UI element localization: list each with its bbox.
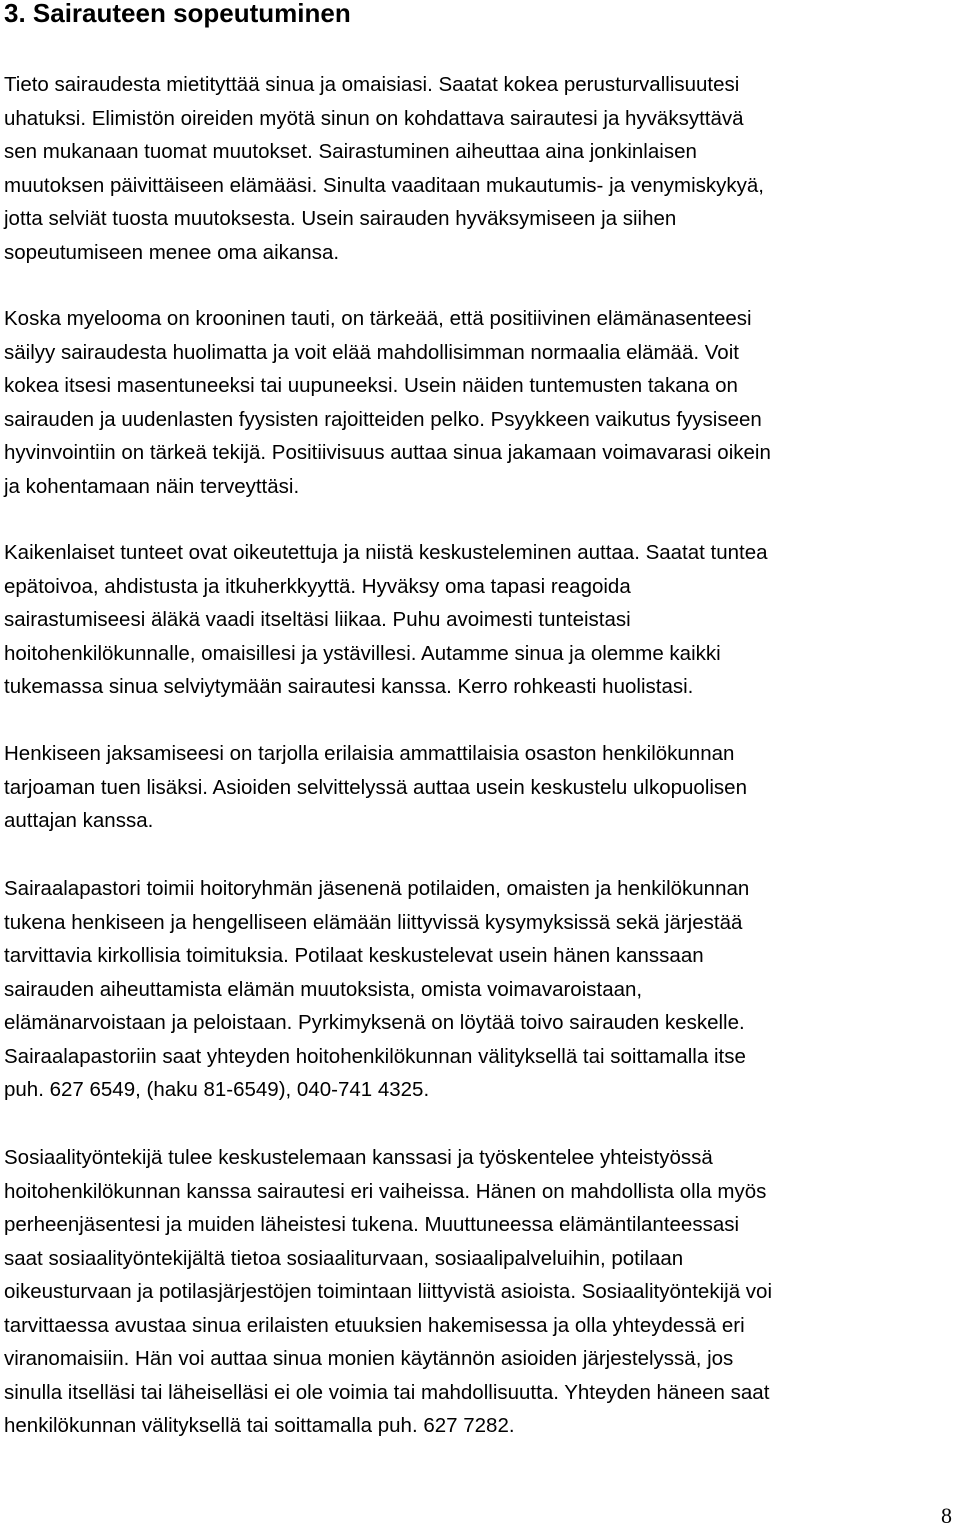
text-line: Sosiaalityöntekijä tulee keskustelemaan kanssasi ja työskentelee yhteistyössä (4, 1146, 713, 1169)
text-line: tarvittaessa avustaa sinua erilaisten etuuksien hakemisessa ja olla yhteydessä eri (4, 1313, 745, 1337)
text-line: sinulla itselläsi tai läheiselläsi ei ole voimia tai mahdollisuutta. Yhteyden häneen saat (4, 1380, 770, 1404)
text-line: sairauden aiheuttamista elämän muutoksista, omista voimavaroistaan, (4, 977, 643, 1001)
text-line: henkilökunnan välityksellä tai soittamalla puh. 627 7282. (4, 1414, 515, 1437)
text-line: Koska myelooma on krooninen tauti, on tärkeää, että positiivinen elämänasenteesi (4, 307, 752, 330)
text-line: tukena henkiseen ja hengelliseen elämään liittyvissä kysymyksissä sekä järjestää (4, 910, 743, 934)
text-line: sen mukanaan tuomat muutokset. Sairastuminen aiheuttaa aina jonkinlaisen (4, 140, 697, 163)
text-line: hyvinvointiin on tärkeä tekijä. Positiivisuus auttaa sinua jakamaan voimavarasi oikein (4, 441, 771, 464)
text-line: tarvittavia kirkollisia toimituksia. Potilaat keskustelevat usein hänen kanssaan (4, 944, 704, 967)
paragraph-myeloma (4, 302, 960, 503)
text-line: jotta selviät tuosta muutoksesta. Usein sairauden hyväksymiseen ja siihen (4, 207, 677, 230)
text-line: Kaikenlaiset tunteet ovat oikeutettuja ja niistä keskusteleminen auttaa. Saatat tuntea (4, 541, 768, 564)
text-line: viranomaisiin. Hän voi auttaa sinua monien käytännön asioiden järjestelyssä, jos (4, 1347, 734, 1370)
text-line: Tieto sairaudesta mietityttää sinua ja omaisiasi. Saatat kokea perusturvallisuutesi (4, 73, 740, 96)
text-line: epätoivoa, ahdistusta ja itkuherkkyyttä. Hyväksy oma tapasi reagoida (4, 574, 631, 598)
page-number: 8 (941, 1503, 952, 1528)
text-line: sairauden ja uudenlasten fyysisten rajoitteiden pelko. Psyykkeen vaikutus fyysiseen (4, 407, 762, 431)
paragraph-feelings (4, 536, 960, 704)
text-line: kokea itsesi masentuneeksi tai uupuneeksi. Usein näiden tuntemusten takana on (4, 374, 738, 397)
text-line: oikeusturvaan ja potilasjärjestöjen toimintaan liittyvistä asioista. Sosiaalityöntekijä voi (4, 1280, 772, 1303)
paragraph-support (4, 737, 960, 838)
text-line: muutoksen päivittäiseen elämääsi. Sinulta vaaditaan mukautumis- ja venymiskykyä, (4, 173, 765, 197)
text-line: tarjoaman tuen lisäksi. Asioiden selvittelyssä auttaa usein keskustelu ulkopuolisen (4, 775, 747, 799)
text-line: perheenjäsentesi ja muiden läheistesi tukena. Muuttuneessa elämäntilanteessasi (4, 1213, 740, 1236)
text-line: Sairaalapastoriin saat yhteyden hoitohenkilökunnan välityksellä tai soittamalla itse (4, 1044, 746, 1068)
text-line: Sairaalapastori toimii hoitoryhmän jäsenenä potilaiden, omaisten ja henkilökunnan (4, 877, 750, 900)
text-line: sairastumiseesi äläkä vaadi itseltäsi liikaa. Puhu avoimesti tunteistasi (4, 608, 631, 631)
text-line: tukemassa sinua selviytymään sairautesi kanssa. Kerro rohkeasti huolistasi. (4, 675, 694, 698)
text-line: puh. 627 6549, (haku 81-6549), 040-741 4325. (4, 1078, 430, 1101)
text-line: säilyy sairaudesta huolimatta ja voit elää mahdollisimman normaalia elämää. Voit (4, 340, 739, 364)
text-line: sopeutumiseen menee oma aikansa. (4, 240, 340, 264)
text-line: uhatuksi. Elimistön oireiden myötä sinun on kohdattava sairautesi ja hyväksyttävä (4, 106, 744, 130)
text-line: saat sosiaalityöntekijältä tietoa sosiaaliturvaan, sosiaalipalveluihin, potilaan (4, 1246, 684, 1270)
paragraph-intro (4, 68, 960, 269)
paragraph-social-worker (4, 1141, 960, 1443)
section-heading: 3. Sairauteen sopeutuminen (4, 0, 351, 28)
text-line: auttajan kanssa. (4, 809, 154, 832)
text-line: hoitohenkilökunnan kanssa sairautesi eri vaiheissa. Hänen on mahdollista olla myös (4, 1179, 767, 1203)
text-line: elämänarvoistaan ja peloistaan. Pyrkimyksenä on löytää toivo sairauden keskelle. (4, 1011, 745, 1034)
text-line: ja kohentamaan näin terveyttäsi. (4, 474, 300, 498)
text-line: Henkiseen jaksamiseesi on tarjolla erilaisia ammattilaisia osaston henkilökunnan (4, 742, 735, 765)
paragraph-chaplain (4, 872, 960, 1107)
text-line: hoitohenkilökunnalle, omaisillesi ja ystävillesi. Autamme sinua ja olemme kaikki (4, 641, 721, 665)
